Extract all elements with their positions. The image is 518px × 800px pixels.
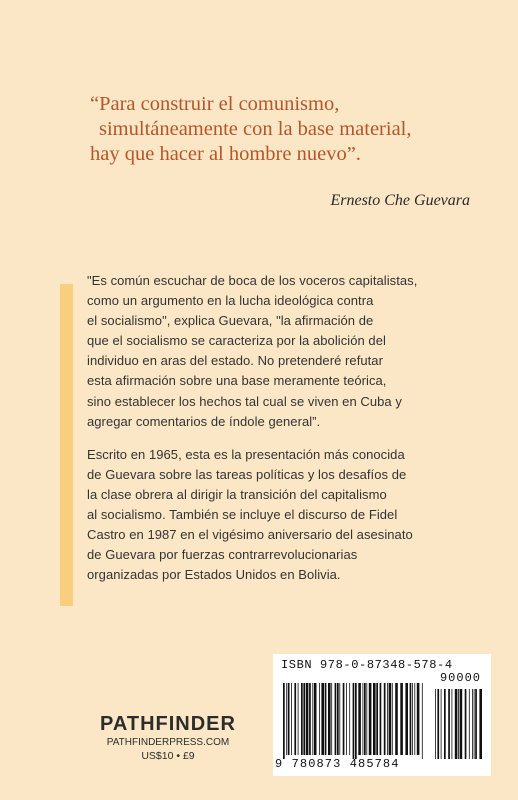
barcode-bar — [363, 683, 364, 755]
barcode-bar — [331, 683, 332, 755]
barcode-bars — [283, 683, 483, 759]
barcode-bar — [474, 689, 475, 759]
barcode-bar — [475, 689, 477, 759]
barcode-bar — [414, 683, 415, 755]
text-line: Escrito en 1965, esta es la presentación más conocida — [87, 446, 405, 462]
barcode-bar — [303, 683, 305, 755]
barcode-bar — [410, 683, 412, 755]
barcode-bar — [400, 683, 403, 755]
description-paragraph-2 — [87, 445, 507, 586]
barcode-bar — [452, 689, 453, 759]
text-line: sino establecer los hechos tal cual se viven en Cuba y — [87, 393, 402, 409]
quote-line: hay que hacer al hombre nuevo”. — [90, 143, 361, 165]
barcode-bar — [444, 689, 446, 759]
publisher-name: PATHFINDER — [100, 713, 236, 735]
text-line: agregar comentarios de índole general”. — [87, 413, 321, 429]
barcode-bar — [309, 683, 311, 755]
text-line: organizadas por Estados Unidos en Bolivia. — [87, 567, 341, 583]
barcode-bar — [369, 683, 372, 755]
text-line: que el socialismo se caracteriza por la abolición del — [87, 333, 386, 349]
quote-line: simultáneamente con la base material, — [99, 118, 412, 140]
barcode-bar — [387, 683, 388, 755]
publisher-url: PATHFINDERPRESS.COM — [106, 737, 230, 748]
barcode-bar — [366, 683, 367, 755]
barcode-bar — [286, 683, 287, 755]
barcode-bar — [373, 683, 376, 755]
accent-bar — [60, 284, 73, 606]
barcode-bar — [319, 683, 320, 755]
barcode-bar — [306, 683, 309, 755]
barcode-bar — [469, 689, 470, 759]
barcode-bar — [339, 683, 340, 755]
publisher-block — [88, 714, 248, 763]
text-line: de Guevara por fuerzas contrarrevolucionarias — [87, 547, 358, 563]
barcode-bar — [328, 683, 331, 755]
text-line: la clase obrera al dirigir la transición del capitalismo — [87, 486, 387, 502]
barcode — [273, 654, 491, 776]
barcode-bar — [458, 689, 459, 759]
barcode-bar — [479, 689, 482, 759]
barcode-bar — [288, 683, 290, 755]
barcode-bar — [335, 683, 337, 755]
barcode-bar — [472, 689, 473, 759]
barcode-bar — [298, 683, 299, 755]
isbn-label: ISBN 978-0-87348-578-4 — [281, 658, 453, 672]
barcode-bar — [460, 689, 463, 759]
text-line: "Es común escuchar de boca de los voceros capitalistas, — [87, 273, 418, 288]
barcode-bar — [455, 689, 458, 759]
description-paragraph-1 — [87, 271, 507, 432]
barcode-bar — [395, 683, 398, 755]
quote-attribution: Ernesto Che Guevara — [330, 192, 470, 209]
barcode-bar — [291, 683, 292, 755]
text-line: individuo en aras del estado. No pretenderé refutar — [87, 353, 383, 369]
price: US$10 • £9 — [141, 750, 195, 762]
barcode-bar — [346, 683, 347, 755]
description — [87, 271, 507, 585]
quote-line: “Para construir el comunismo, — [90, 93, 340, 115]
barcode-bar — [355, 683, 357, 759]
barcode-digits: 9 780873 485784 — [275, 757, 400, 771]
barcode-bar — [465, 689, 467, 759]
barcode-bar — [314, 683, 317, 755]
quote — [90, 92, 490, 167]
text-line: de Guevara sobre las tareas políticas y los desafíos de — [87, 466, 407, 482]
barcode-bar — [343, 683, 345, 755]
barcode-bar — [358, 683, 361, 755]
text-line: como un argumento en la lucha ideológica contra — [87, 293, 374, 309]
text-line: Castro en 1987 en el vigésimo aniversario del asesinato — [87, 527, 413, 543]
barcode-bar — [392, 683, 393, 755]
barcode-bar — [417, 683, 420, 755]
barcode-bar — [337, 683, 339, 755]
barcode-bar — [422, 683, 423, 759]
barcode-bar — [435, 689, 436, 759]
barcode-bar — [412, 683, 413, 755]
barcode-bar — [321, 683, 324, 755]
barcode-bar — [364, 683, 366, 755]
barcode-bar — [384, 683, 386, 755]
barcode-bar — [405, 683, 408, 755]
barcode-bar — [380, 683, 382, 755]
barcode-bar — [353, 683, 355, 759]
text-line: esta afirmación sobre una base meramente teórica, — [87, 373, 387, 389]
barcode-bar — [376, 683, 378, 755]
barcode-bar — [389, 683, 392, 755]
barcode-bar — [294, 683, 296, 755]
barcode-bar — [349, 683, 350, 755]
barcode-bar — [448, 689, 450, 759]
barcode-bar — [441, 689, 442, 759]
barcode-bar — [301, 683, 303, 755]
barcode-bar — [325, 683, 327, 755]
barcode-addon-number: 90000 — [439, 671, 481, 685]
text-line: el socialismo", explica Guevara, "la afirmación de — [87, 313, 374, 329]
barcode-bar — [283, 683, 285, 759]
barcode-bar — [312, 683, 313, 755]
text-line: al socialismo. También se incluye el discurso de Fidel — [87, 507, 398, 523]
barcode-bar — [437, 689, 439, 759]
